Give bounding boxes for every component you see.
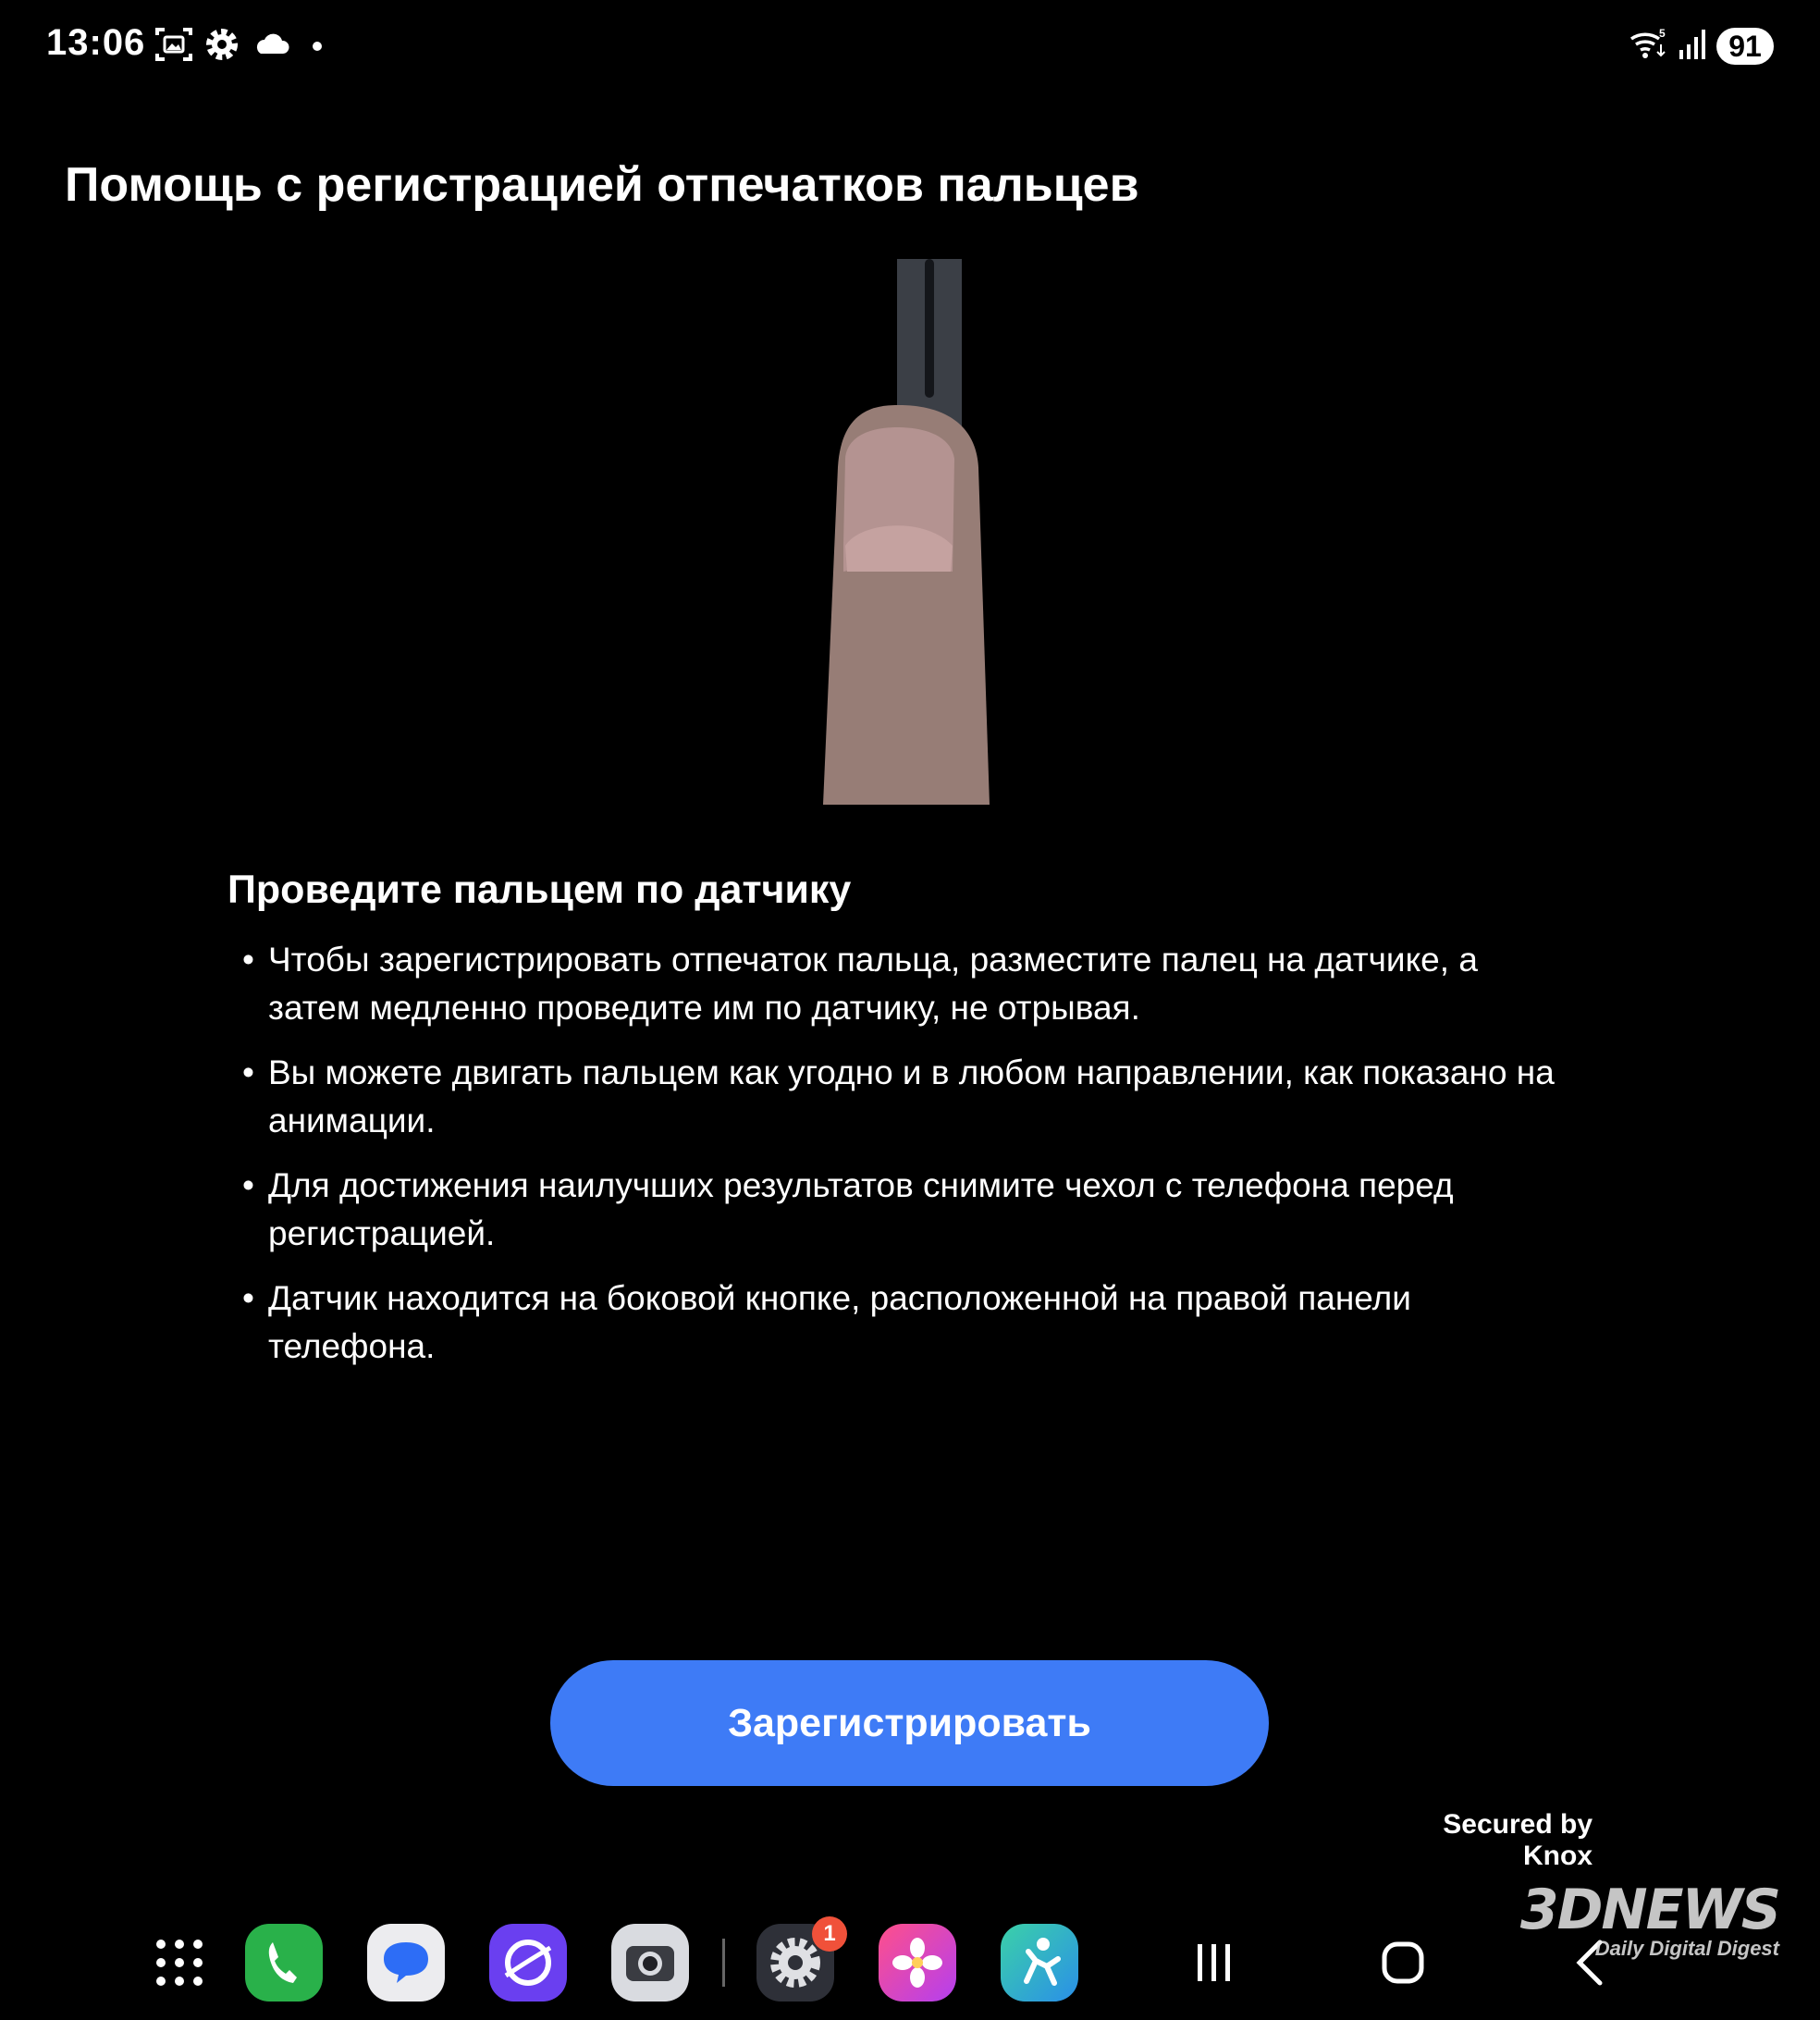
internet-icon[interactable]: [489, 1924, 567, 2002]
notification-dot-icon: [301, 24, 342, 65]
status-bar: [0, 0, 1820, 92]
watermark: [1520, 1878, 1779, 1961]
watermark-tagline: Daily Digital Digest: [1594, 1937, 1779, 1960]
sensor-line: [925, 259, 934, 398]
signal-icon: [1674, 24, 1715, 65]
bixby-icon[interactable]: [1001, 1924, 1078, 2002]
settings-gear-icon: [202, 24, 242, 65]
app-drawer-icon[interactable]: [141, 1924, 218, 2002]
dock-divider: [722, 1939, 725, 1987]
screenshot-icon: [154, 24, 194, 65]
messages-icon[interactable]: [367, 1924, 445, 2002]
cloud-icon: [252, 24, 292, 65]
svg-text:5: 5: [1659, 27, 1666, 40]
section-heading: Проведите пальцем по датчику: [228, 868, 852, 912]
home-icon[interactable]: [1371, 1933, 1435, 1992]
recents-icon[interactable]: [1182, 1933, 1247, 1992]
camera-icon[interactable]: [611, 1924, 689, 2002]
settings-notification-badge: 1: [812, 1916, 847, 1952]
instruction-item: • Датчик находится на боковой кнопке, расположенной на правой панели телефона.: [242, 1275, 1556, 1371]
status-time: 13:06: [46, 22, 146, 63]
page-title: Помощь с регистрацией отпечатков пальцев: [65, 158, 1139, 212]
finger-swipe-illustration: [795, 259, 999, 805]
knox-line2: Knox: [1523, 1841, 1592, 1871]
instruction-list: [242, 936, 1556, 1387]
knox-line1: Secured by: [1443, 1809, 1592, 1840]
instruction-item: • Вы можете двигать пальцем как угодно и в любом направлении, как показано на анимации.: [242, 1049, 1556, 1145]
instruction-item: • Чтобы зарегистрировать отпечаток пальца, разместите палец на датчике, а затем медленно проведите им по датчику, не отрывая.: [242, 936, 1556, 1032]
phone-icon[interactable]: [245, 1924, 323, 2002]
battery-indicator: 91: [1716, 28, 1774, 65]
register-button[interactable]: Зарегистрировать: [550, 1660, 1269, 1786]
knox-label: [1443, 1809, 1592, 1872]
instruction-item: • Для достижения наилучших результатов снимите чехол с телефона перед регистрацией.: [242, 1162, 1556, 1258]
wifi-icon: [1628, 24, 1668, 65]
watermark-brand: 3DNEWS: [1519, 1878, 1779, 1942]
gallery-icon[interactable]: [879, 1924, 956, 2002]
